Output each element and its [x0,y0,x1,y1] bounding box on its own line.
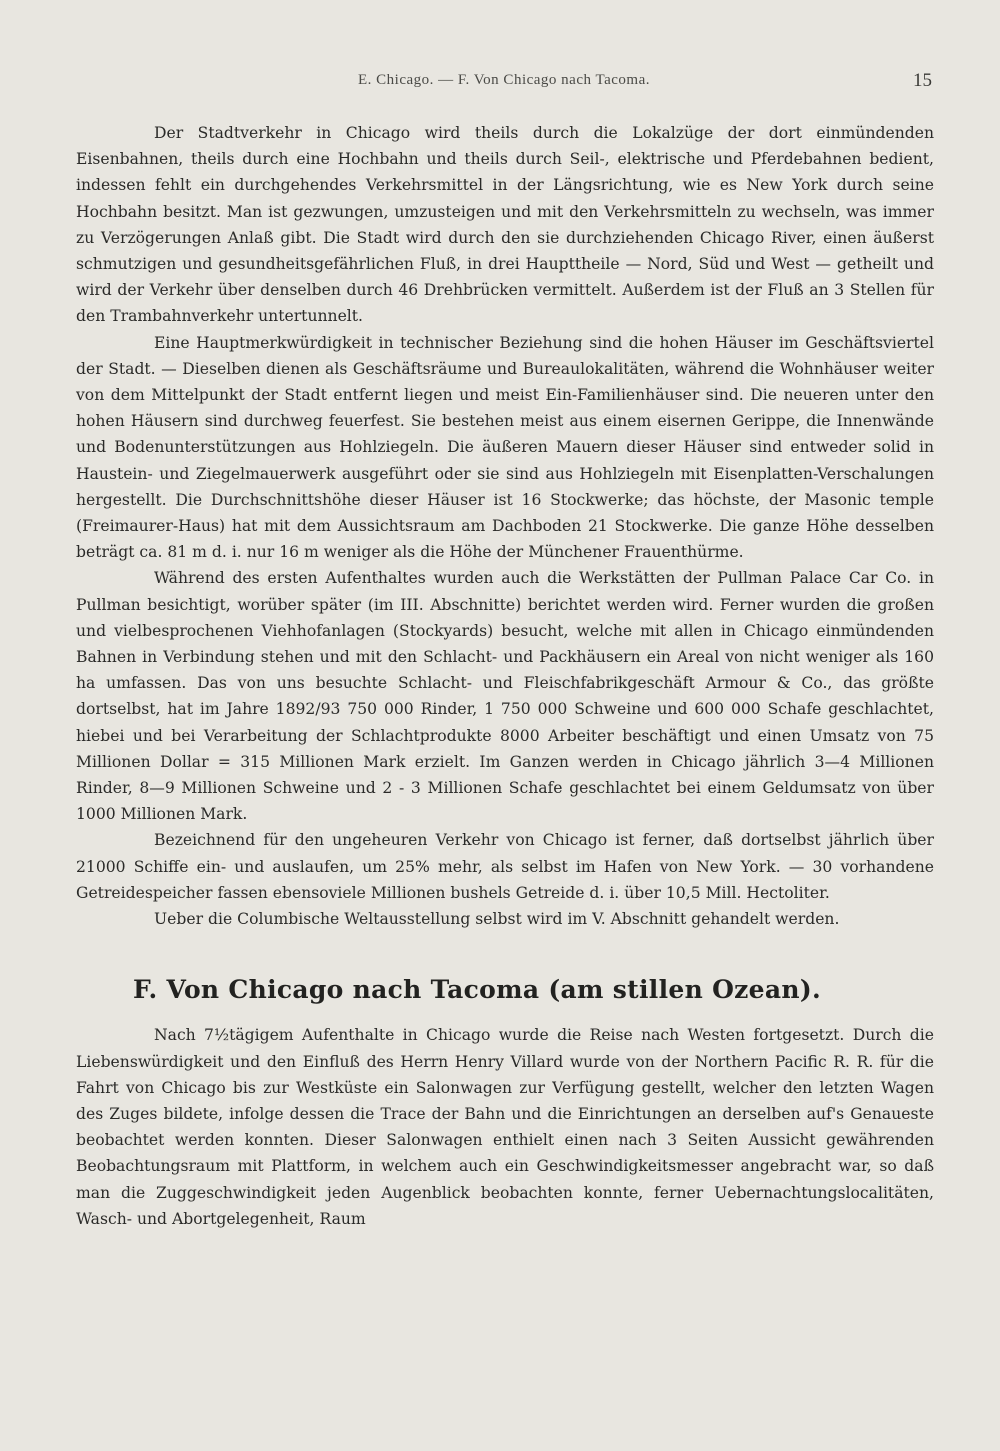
running-head: E. Chicago. — F. Von Chicago nach Tacoma. [358,72,650,88]
page-body [76,120,934,1232]
paragraph: Bezeichnend für den ungeheuren Verkehr von Chicago ist ferner, daß dortselbst jährlich über 21000 Schiffe ein- und auslaufen, um 25% mehr, als selbst im Hafen von New York. — 30 vorhandene Getreidespeicher fassen ebensoviele Millionen bushels Getreide d. i. über 10,5 Mill. Hectoliter. [76,831,934,902]
paragraph: Während des ersten Aufenthaltes wurden auch die Werkstätten der Pullman Palace Car Co. in Pullman besichtigt, worüber später (im III. Abschnitte) berichtet werden wird. Ferner wurden die großen und vielbesprochenen Viehhofanlagen (Stockyards) besucht, welche mit allen in Chicago einmündenden Bahnen in Verbindung stehen und mit den Schlacht- und Packhäusern ein Areal von nicht weniger als 160 ha umfassen. Das von uns besuchte Schlacht- und Fleischfabrikgeschäft Armour & Co., das größte dortselbst, hat im Jahre 1892/93 750 000 Rinder, 1 750 000 Schweine und 600 000 Schafe geschlachtet, hiebei und bei Verarbeitung der Schlachtprodukte 8000 Arbeiter beschäftigt und einen Umsatz von 75 Millionen Dollar = 315 Millionen Mark erzielt. Im Ganzen werden in Chicago jährlich 3—4 Millionen Rinder, 8—9 Millionen Schweine und 2 - 3 Millionen Schafe geschlachtet bei einem Geldumsatz von über 1000 Millionen Mark. [76,569,934,824]
paragraph: Ueber die Columbische Weltausstellung selbst wird im V. Abschnitt gehandelt werden. [154,910,840,929]
section-heading: F. Von Chicago nach Tacoma (am stillen Ozean). [133,975,821,1005]
paragraph: Nach 7½tägigem Aufenthalte in Chicago wurde die Reise nach Westen fortgesetzt. Durch die Liebenswürdigkeit und den Einfluß des Herrn Henry Villard wurde von der Northern Pacific R. R. für die Fahrt von Chicago bis zur Westküste ein Salonwagen zur Verfügung gestellt, welcher den letzten Wagen des Zuges bildete, infolge dessen die Trace der Bahn und die Einrichtungen an derselben auf's Genaueste beobachtet werden konnten. Dieser Salonwagen enthielt einen nach 3 Seiten Aussicht gewährenden Beobachtungsraum mit Plattform, in welchem auch ein Geschwindigkeitsmesser angebracht war, so daß man die Zuggeschwindigkeit jeden Augenblick beobachten konnte, ferner Uebernachtungslocalitäten, Wasch- und Abortgelegenheit, Raum [76,1026,934,1228]
page-header [76,72,932,96]
paragraph: Eine Hauptmerkwürdigkeit in technischer Beziehung sind die hohen Häuser im Geschäftsviertel der Stadt. — Dieselben dienen als Geschäftsräume und Bureaulokalitäten, während die Wohnhäuser weiter von dem Mittelpunkt der Stadt entfernt liegen und meist Ein-Familienhäuser sind. Die neueren unter den hohen Häusern sind durchweg feuerfest. Sie bestehen meist aus einem eisernen Gerippe, die Innenwände und Bodenunterstützungen aus Hohlziegeln. Die äußeren Mauern dieser Häuser sind entweder solid in Haustein- und Ziegelmauerwerk ausgeführt oder sie sind aus Hohlziegeln mit Eisenplatten-Verschalungen hergestellt. Die Durchschnittshöhe dieser Häuser ist 16 Stockwerke; das höchste, der Masonic temple (Freimaurer-Haus) hat mit dem Aussichtsraum am Dachboden 21 Stockwerke. Die ganze Höhe desselben beträgt ca. 81 m d. i. nur 16 m weniger als die Höhe der Münchener Frauenthürme. [76,333,934,562]
paragraph: Der Stadtverkehr in Chicago wird theils durch die Lokalzüge der dort einmündenden Eisenbahnen, theils durch eine Hochbahn und theils durch Seil-, elektrische und Pferdebahnen bedient, indessen fehlt ein durchgehendes Verkehrsmittel in der Längsrichtung, wie es New York durch seine Hochbahn besitzt. Man ist gezwungen, umzusteigen und mit den Verkehrsmitteln zu wechseln, was immer zu Verzögerungen Anlaß gibt. Die Stadt wird durch den sie durchziehenden Chicago River, einen äußerst schmutzigen und gesundheitsgefährlichen Fluß, in drei Haupttheile — Nord, Süd und West — getheilt und wird der Verkehr über denselben durch 46 Drehbrücken vermittelt. Außerdem ist der Fluß an 3 Stellen für den Trambahnverkehr untertunnelt. [76,124,934,326]
page-number: 15 [913,70,932,91]
